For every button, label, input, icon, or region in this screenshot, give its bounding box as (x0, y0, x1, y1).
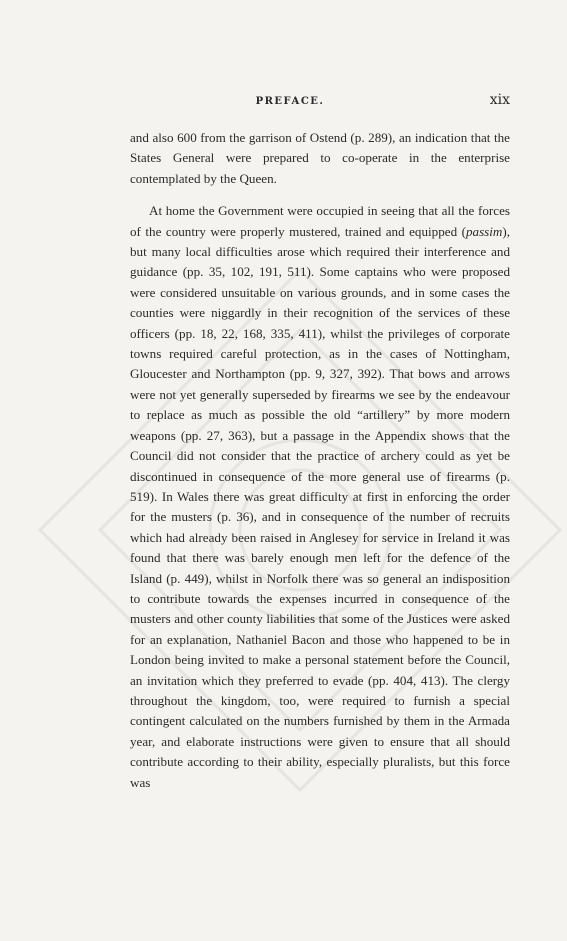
page-number: xix (489, 92, 510, 108)
running-head (130, 92, 510, 112)
paragraph: and also 600 from the garrison of Ostend (p. 289), an indication that the States General were prepared to co-operate in the enterprise contemplated by the Queen. (130, 130, 510, 186)
running-title: PREFACE. (255, 96, 325, 107)
paragraph: At home the Government were occupied in seeing that all the forces of the country were properly mustered, trained and equipped (passim), but many local difficulties arose which required their interference and guidance (pp. 35, 102, 191, 511). Some captains who were proposed were considered unsuitable on various grounds, and in some cases the counties were niggardly in their recognition of the services of these officers (pp. 18, 22, 168, 335, 411), whilst the privileges of corporate towns required careful protection, as in the cases of Nottingham, Gloucester and Northampton (pp. 9, 327, 392). That bows and arrows were not yet generally superseded by firearms we see by the endeavour to replace as much as possible the old “artillery” by more modern weapons (pp. 27, 363), but a passage in the Appendix shows that the Council did not consider that the practice of archery could as yet be discontinued in consequence of the more general use of firearms (p. 519). In Wales there was great difficulty at first in enforcing the order for the musters (p. 36), and in consequence of the number of recruits which had already been raised in Anglesey for service in Ireland it was found that there was barely enough men left for the defence of the Island (p. 449), whilst in Norfolk there was so general an indisposition to contribute towards the expenses incurred in consequence of the musters and other county liabilities that some of the Justices were asked for an explanation, Nathaniel Bacon and those who happened to be in London being invited to make a personal statement before the Council, an invitation which they preferred to evade (pp. 404, 413). The clergy throughout the kingdom, too, were required to furnish a special contingent calculated on the numbers furnished by them in the Armada year, and elaborate instructions were given to ensure that all should contribute according to their ability, especially pluralists, but this force was (130, 203, 510, 790)
body-text (130, 128, 510, 793)
